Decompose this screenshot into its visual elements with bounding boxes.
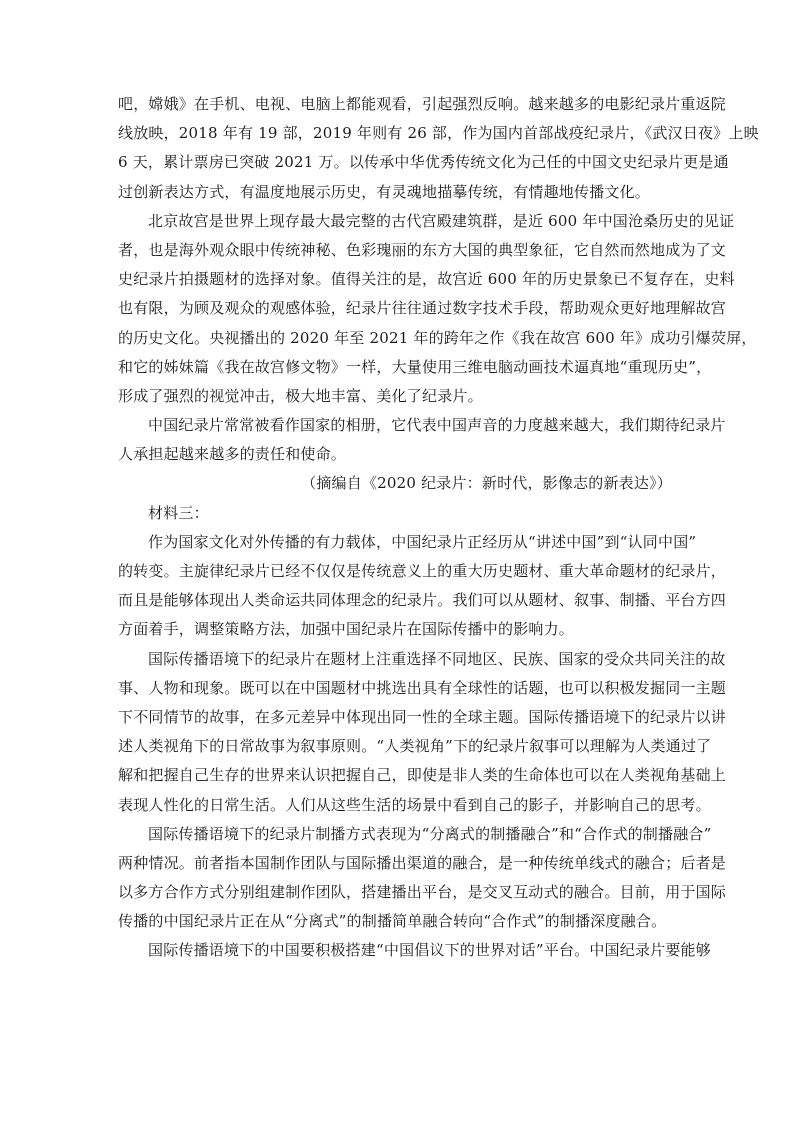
text-line: 中国纪录片常常被看作国家的相册，它代表中国声音的力度越来越大，我们期待纪录片 (148, 416, 726, 435)
text-line: 史纪录片拍摄题材的选择对象。值得关注的是，故宫近 600 年的历史景象已不复存在，史料 (118, 270, 735, 289)
document-page (118, 90, 759, 966)
paragraph-production (118, 820, 727, 937)
paragraph-album (118, 411, 726, 469)
text-line: 的转变。主旋律纪录片已经不仅仅是传统意义上的重大历史题材、重大革命题材的纪录片， (118, 562, 727, 580)
paragraph-subject-matter (118, 645, 727, 820)
text-line: 和它的姊妹篇《我在故宫修文物》一样，大量使用三维电脑动画技术逼真地“重现历史”， (118, 357, 712, 376)
text-line: 6 天，累计票房已突破 2021 万。以传承中华优秀传统文化为己任的中国文史纪录片更是通 (118, 153, 729, 172)
paragraph-continued-intro (118, 90, 759, 207)
text-line: 方面着手，调整策略方法，加强中国纪录片在国际传播中的影响力。 (118, 620, 575, 639)
text-line: 国际传播语境下的纪录片在题材上注重选择不同地区、民族、国家的受众共同关注的故 (148, 649, 726, 668)
source-citation: （摘编自《2020 纪录片：新时代，影像志的新表达》） (301, 474, 672, 493)
material-label: 材料三： (148, 503, 209, 522)
text-line: 事、人物和现象。既可以在中国题材中挑选出具有全球性的话题，也可以积极发掘同一主题 (118, 678, 727, 697)
text-line: 作为国家文化对外传播的有力载体，中国纪录片正经历从“讲述中国”到“认同中国” (148, 532, 697, 551)
text-line: 而且是能够体现出人类命运共同体理念的纪录片。我们可以从题材、叙事、制播、平台方四 (118, 591, 727, 610)
paragraph-transformation (118, 528, 727, 645)
text-line: 以多方合作方式分别组建制作团队，搭建播出平台，是交叉互动式的融合。目前，用于国际 (118, 883, 727, 902)
text-line: 者，也是海外观众眼中传统神秘、色彩瑰丽的东方大国的典型象征，它自然而然地成为了文 (118, 240, 727, 259)
text-line: 北京故宫是世界上现存最大最完整的古代宫殿建筑群，是近 600 年中国沧桑历史的见证 (148, 211, 735, 230)
text-line: 两种情况。前者指本国制作团队与国际播出渠道的融合，是一种传统单线式的融合；后者是 (118, 853, 727, 872)
text-line: 的历史文化。央视播出的 2020 年至 2021 年的跨年之作《我在故宫 600 年》成功引爆荧屏， (118, 328, 757, 347)
text-line: 国际传播语境下的中国要积极搭建“中国倡议下的世界对话”平台。中国纪录片要能够 (148, 941, 711, 960)
text-line: 过创新表达方式，有温度地展示历史，有灵魂地描摹传统，有情趣地传播文化。 (118, 182, 651, 201)
text-line: 解和把握自己生存的世界来认识把握自己，即使是非人类的生命体也可以在人类视角基础上 (118, 766, 727, 785)
text-line: 下不同情节的故事，在多元差异中体现出同一性的全球主题。国际传播语境下的纪录片以讲 (118, 707, 727, 726)
text-line: 表现人性化的日常生活。人们从这些生活的场景中看到自己的影子，并影响自己的思考。 (118, 795, 711, 814)
text-line: 传播的中国纪录片正在从“分离式”的制播简单融合转向“合作式”的制播深度融合。 (118, 912, 667, 931)
text-line: 形成了强烈的视觉冲击，极大地丰富、美化了纪录片。 (118, 386, 483, 405)
paragraph-dialogue-platform (118, 936, 711, 965)
text-line: 人承担起越来越多的责任和使命。 (118, 445, 347, 464)
text-line: 述人类视角下的日常故事为叙事原则。“人类视角”下的纪录片叙事可以理解为人类通过了 (118, 737, 712, 756)
text-line: 也有限，为顾及观众的观感体验，纪录片往往通过数字技术手段，帮助观众更好地理解故宫 (118, 299, 727, 318)
paragraph-forbidden-city (118, 207, 757, 411)
text-line: 吧，嫦娥》在手机、电视、电脑上都能观看，引起强烈反响。越来越多的电影纪录片重返院 (118, 95, 727, 113)
text-line: 国际传播语境下的纪录片制播方式表现为“分离式的制播融合”和“合作式的制播融合” (148, 824, 712, 843)
text-line: 线放映，2018 年有 19 部，2019 年则有 26 部，作为国内首部战疫纪录片，《武汉日夜》上映 (118, 124, 759, 143)
